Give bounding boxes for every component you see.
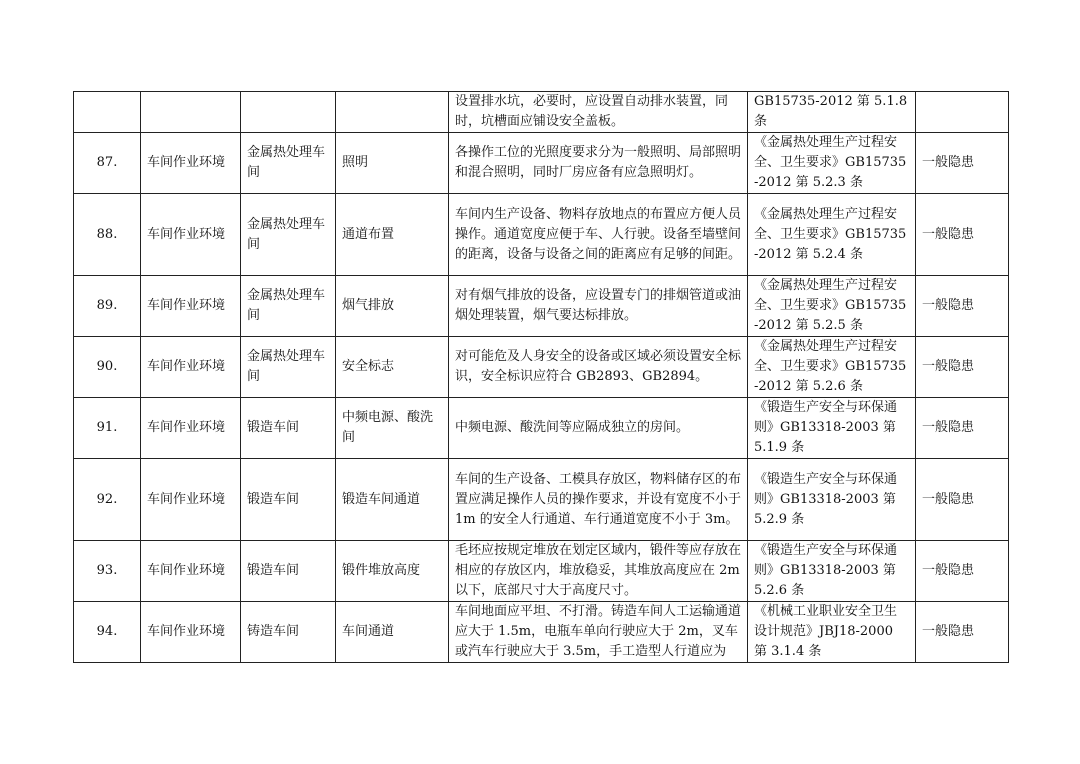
table-row (74, 541, 1009, 602)
place-cell: 金属热处理车间 (241, 194, 336, 276)
table-row (74, 602, 1009, 663)
basis-cell: GB15735-2012 第 5.1.8 条 (748, 92, 916, 133)
basis-cell: 《金属热处理生产过程安全、卫生要求》GB15735-2012 第 5.2.6 条 (748, 337, 916, 398)
item-cell: 照明 (336, 133, 449, 194)
table-row (74, 459, 1009, 541)
place-cell: 金属热处理车间 (241, 337, 336, 398)
item-cell: 烟气排放 (336, 276, 449, 337)
category-cell: 车间作业环境 (141, 541, 241, 602)
requirement-cell: 车间的生产设备、工模具存放区，物料储存区的布置应满足操作人员的操作要求，并设有宽度不小于 1m 的安全人行通道、车行通道宽度不小于 3m。 (449, 459, 748, 541)
row-number: 93. (74, 541, 141, 602)
category-cell: 车间作业环境 (141, 398, 241, 459)
hazard-level-cell: 一般隐患 (916, 602, 1009, 663)
row-number: 91. (74, 398, 141, 459)
category-cell: 车间作业环境 (141, 602, 241, 663)
requirement-cell: 中频电源、酸洗间等应隔成独立的房间。 (449, 398, 748, 459)
hazard-level-cell: 一般隐患 (916, 337, 1009, 398)
hazard-table-body (74, 92, 1009, 663)
table-row (74, 133, 1009, 194)
item-cell: 车间通道 (336, 602, 449, 663)
requirement-cell: 各操作工位的光照度要求分为一般照明、局部照明和混合照明，同时厂房应备有应急照明灯。 (449, 133, 748, 194)
place-cell: 锻造车间 (241, 398, 336, 459)
hazard-level-cell: 一般隐患 (916, 459, 1009, 541)
basis-cell: 《锻造生产安全与环保通则》GB13318-2003 第 5.1.9 条 (748, 398, 916, 459)
requirement-cell: 对可能危及人身安全的设备或区域必须设置安全标识，安全标识应符合 GB2893、GB2894。 (449, 337, 748, 398)
basis-cell: 《锻造生产安全与环保通则》GB13318-2003 第 5.2.6 条 (748, 541, 916, 602)
place-cell: 金属热处理车间 (241, 276, 336, 337)
place-cell: 锻造车间 (241, 541, 336, 602)
category-cell: 车间作业环境 (141, 133, 241, 194)
basis-cell: 《金属热处理生产过程安全、卫生要求》GB15735-2012 第 5.2.4 条 (748, 194, 916, 276)
hazard-level-cell: 一般隐患 (916, 398, 1009, 459)
category-cell: 车间作业环境 (141, 459, 241, 541)
table-row (74, 398, 1009, 459)
place-cell: 锻造车间 (241, 459, 336, 541)
requirement-cell: 毛坯应按规定堆放在划定区域内，锻件等应存放在相应的存放区内，堆放稳妥，其堆放高度应在 2m 以下，底部尺寸大于高度尺寸。 (449, 541, 748, 602)
item-cell: 通道布置 (336, 194, 449, 276)
basis-cell: 《锻造生产安全与环保通则》GB13318-2003 第 5.2.9 条 (748, 459, 916, 541)
table-row (74, 337, 1009, 398)
place-cell: 金属热处理车间 (241, 133, 336, 194)
table-row (74, 92, 1009, 133)
category-cell: 车间作业环境 (141, 337, 241, 398)
item-cell (336, 92, 449, 133)
table-row (74, 194, 1009, 276)
item-cell: 锻造车间通道 (336, 459, 449, 541)
basis-cell: 《金属热处理生产过程安全、卫生要求》GB15735-2012 第 5.2.5 条 (748, 276, 916, 337)
table-row (74, 276, 1009, 337)
row-number: 90. (74, 337, 141, 398)
category-cell: 车间作业环境 (141, 276, 241, 337)
place-cell (241, 92, 336, 133)
item-cell: 中频电源、酸洗间 (336, 398, 449, 459)
category-cell: 车间作业环境 (141, 194, 241, 276)
hazard-table (73, 91, 1009, 663)
hazard-level-cell: 一般隐患 (916, 541, 1009, 602)
hazard-level-cell (916, 92, 1009, 133)
basis-cell: 《金属热处理生产过程安全、卫生要求》GB15735-2012 第 5.2.3 条 (748, 133, 916, 194)
place-cell: 铸造车间 (241, 602, 336, 663)
item-cell: 安全标志 (336, 337, 449, 398)
item-cell: 锻件堆放高度 (336, 541, 449, 602)
row-number: 89. (74, 276, 141, 337)
row-number: 94. (74, 602, 141, 663)
requirement-cell: 车间地面应平坦、不打滑。铸造车间人工运输通道应大于 1.5m，电瓶车单向行驶应大于 2m，叉车或汽车行驶应大于 3.5m，手工造型人行道应为 (449, 602, 748, 663)
row-number: 88. (74, 194, 141, 276)
requirement-cell: 设置排水坑，必要时，应设置自动排水装置，同时，坑槽面应铺设安全盖板。 (449, 92, 748, 133)
category-cell (141, 92, 241, 133)
hazard-level-cell: 一般隐患 (916, 133, 1009, 194)
hazard-level-cell: 一般隐患 (916, 194, 1009, 276)
requirement-cell: 车间内生产设备、物料存放地点的布置应方便人员操作。通道宽度应便于车、人行驶。设备至墙壁间的距离，设备与设备之间的距离应有足够的间距。 (449, 194, 748, 276)
basis-cell: 《机械工业职业安全卫生设计规范》JBJ18-2000 第 3.1.4 条 (748, 602, 916, 663)
row-number (74, 92, 141, 133)
requirement-cell: 对有烟气排放的设备，应设置专门的排烟管道或油烟处理装置，烟气要达标排放。 (449, 276, 748, 337)
row-number: 92. (74, 459, 141, 541)
row-number: 87. (74, 133, 141, 194)
hazard-level-cell: 一般隐患 (916, 276, 1009, 337)
